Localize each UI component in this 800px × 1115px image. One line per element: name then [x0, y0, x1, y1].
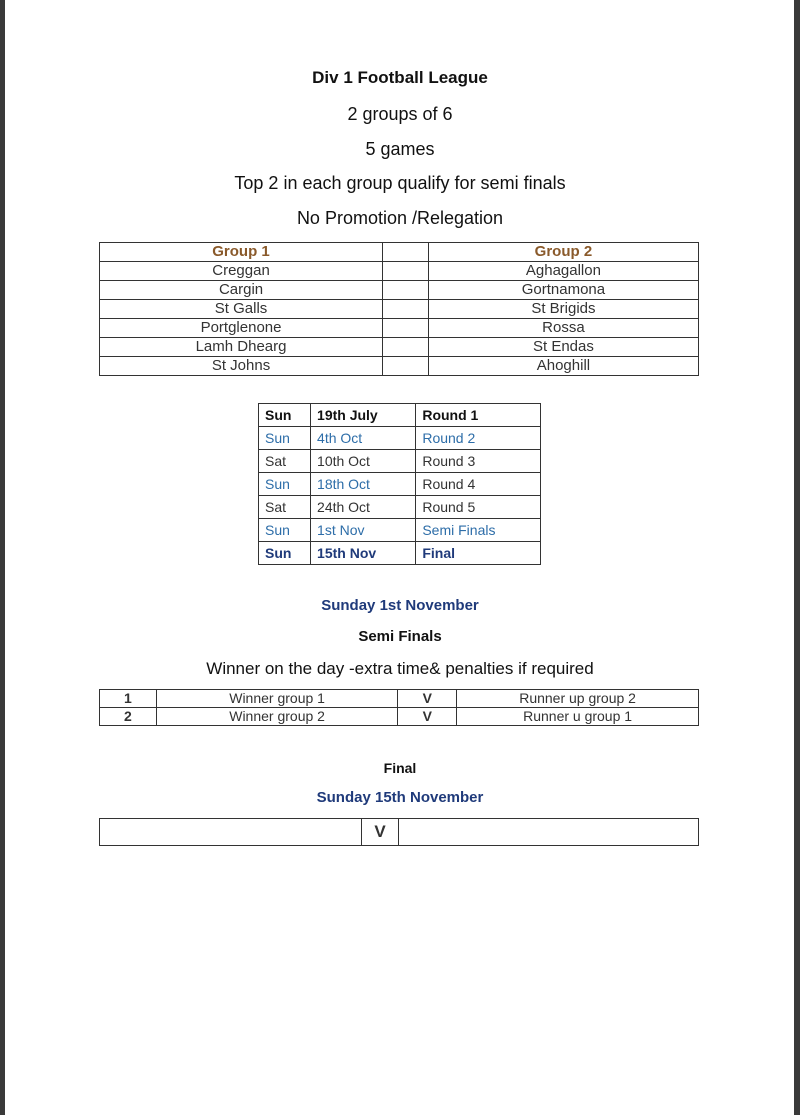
final-versus-label: V	[362, 819, 399, 846]
semis-table	[99, 689, 699, 726]
final-away-cell	[399, 819, 699, 846]
table-row	[100, 319, 699, 338]
match-number: 2	[100, 708, 157, 726]
schedule-round: Round 5	[416, 496, 541, 519]
semis-title: Semi Finals	[358, 628, 442, 645]
away-team: Runner u group 1	[457, 708, 699, 726]
schedule-round: Semi Finals	[416, 519, 541, 542]
table-row	[259, 496, 541, 519]
schedule-date: 1st Nov	[311, 519, 416, 542]
groups-table	[99, 242, 699, 376]
group1-team: Cargin	[100, 281, 383, 300]
qualify-info: Top 2 in each group qualify for semi finals	[234, 173, 566, 193]
group2-team: Gortnamona	[428, 281, 698, 300]
home-team: Winner group 1	[156, 690, 398, 708]
table-row	[259, 404, 541, 427]
games-info: 5 games	[365, 139, 435, 159]
group2-heading: Group 2	[428, 243, 698, 262]
table-row	[259, 450, 541, 473]
match-number: 1	[100, 690, 157, 708]
schedule-date: 10th Oct	[311, 450, 416, 473]
promotion-info: No Promotion /Relegation	[296, 208, 504, 228]
group1-team: Portglenone	[100, 319, 383, 338]
schedule-round: Round 4	[416, 473, 541, 496]
schedule-day: Sat	[259, 450, 311, 473]
schedule-day: Sun	[259, 404, 311, 427]
final-table	[99, 818, 699, 846]
final-title: Final	[383, 760, 417, 776]
semis-note: Winner on the day -extra time& penalties if required	[206, 659, 594, 678]
group1-team: St Johns	[100, 357, 383, 376]
table-row	[100, 262, 699, 281]
versus-label: V	[398, 690, 457, 708]
table-row	[100, 690, 699, 708]
table-row	[259, 427, 541, 450]
table-row	[259, 473, 541, 496]
schedule-round: Round 2	[416, 427, 541, 450]
schedule-day: Sun	[259, 542, 311, 565]
schedule-day: Sun	[259, 519, 311, 542]
table-row	[100, 281, 699, 300]
schedule-table	[258, 403, 541, 565]
schedule-date: 19th July	[311, 404, 416, 427]
group1-team: Creggan	[100, 262, 383, 281]
group1-heading: Group 1	[100, 243, 383, 262]
schedule-day: Sun	[259, 427, 311, 450]
schedule-date: 4th Oct	[311, 427, 416, 450]
table-row	[100, 300, 699, 319]
final-home-cell	[100, 819, 362, 846]
group1-team: Lamh Dhearg	[100, 338, 383, 357]
group2-team: Aghagallon	[428, 262, 698, 281]
table-row	[100, 819, 699, 846]
table-row	[259, 519, 541, 542]
group2-team: St Endas	[428, 338, 698, 357]
page-title: Div 1 Football League	[312, 68, 488, 87]
semis-date-heading: Sunday 1st November	[321, 597, 479, 614]
schedule-date: 18th Oct	[311, 473, 416, 496]
schedule-day: Sun	[259, 473, 311, 496]
table-row	[259, 542, 541, 565]
group2-team: Ahoghill	[428, 357, 698, 376]
table-row	[100, 357, 699, 376]
group2-team: Rossa	[428, 319, 698, 338]
schedule-date: 24th Oct	[311, 496, 416, 519]
group1-team: St Galls	[100, 300, 383, 319]
groups-info: 2 groups of 6	[347, 104, 453, 124]
group2-team: St Brigids	[428, 300, 698, 319]
final-date-heading: Sunday 15th November	[316, 789, 484, 806]
schedule-day: Sat	[259, 496, 311, 519]
schedule-round: Final	[416, 542, 541, 565]
versus-label: V	[398, 708, 457, 726]
home-team: Winner group 2	[156, 708, 398, 726]
away-team: Runner up group 2	[457, 690, 699, 708]
schedule-date: 15th Nov	[311, 542, 416, 565]
schedule-round: Round 1	[416, 404, 541, 427]
table-row	[100, 243, 699, 262]
table-row	[100, 708, 699, 726]
schedule-round: Round 3	[416, 450, 541, 473]
table-row	[100, 338, 699, 357]
